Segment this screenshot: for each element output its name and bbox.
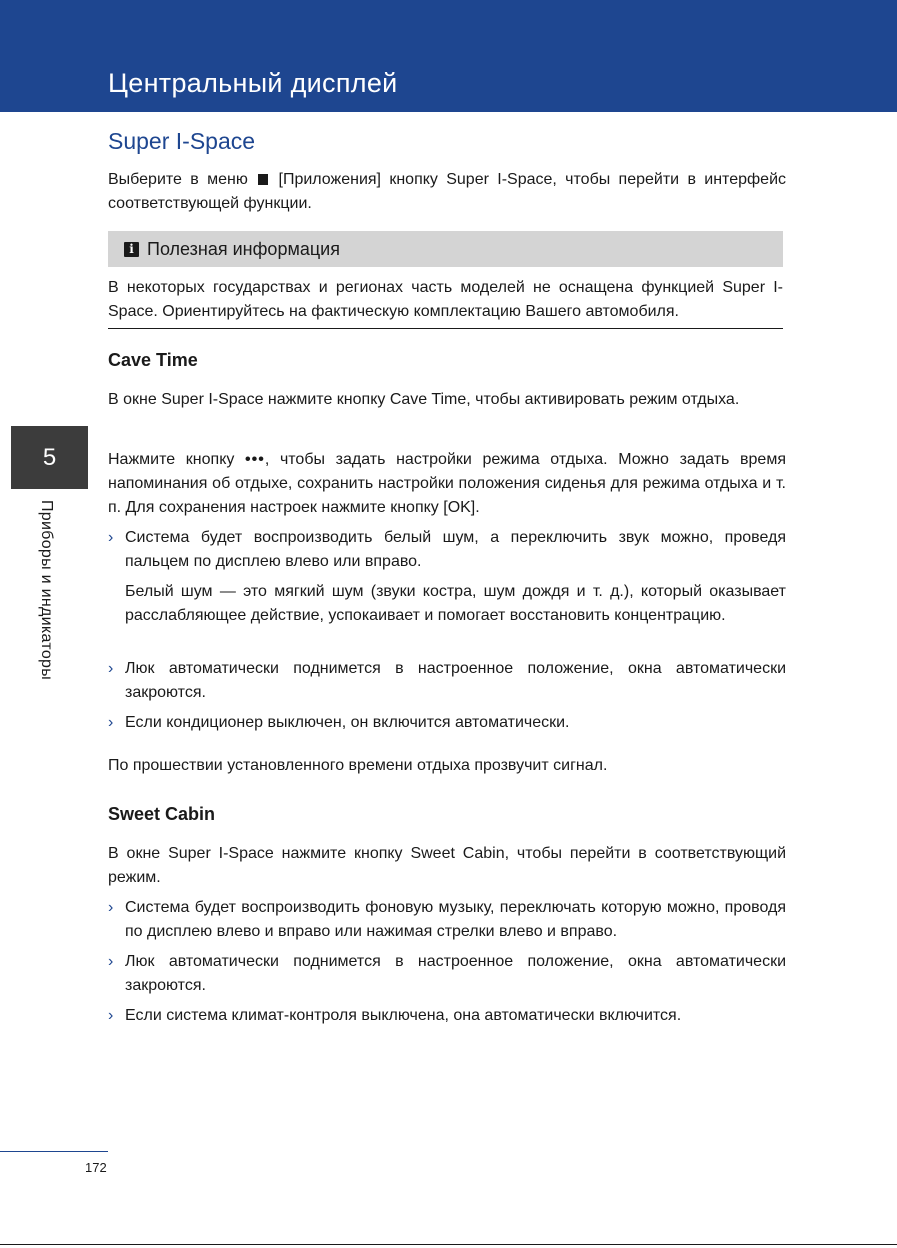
chapter-tab xyxy=(11,426,88,489)
list-item-text: Система будет воспроизводить белый шум, а переключить звук можно, проведя пальцем по дисплею влево или вправо. xyxy=(125,529,786,570)
cave-time-heading: Cave Time xyxy=(108,350,198,370)
page-header-title: Центральный дисплей xyxy=(108,68,398,98)
cave-time-paragraph-3: По прошествии установленного времени отдыха прозвучит сигнал. xyxy=(108,757,608,774)
list-item xyxy=(108,950,786,998)
chevron-right-icon: › xyxy=(108,660,114,677)
section-title: Super I-Space xyxy=(108,128,256,154)
list-item-text: Люк автоматически поднимется в настроенное положение, окна автоматически закроются. xyxy=(125,953,786,994)
intro-text-before: Выберите в меню xyxy=(108,171,257,188)
more-dots-icon: ••• xyxy=(245,451,265,468)
info-icon: i xyxy=(124,242,139,257)
cave-time-paragraph-2 xyxy=(108,448,786,520)
section-intro xyxy=(108,168,786,216)
chevron-right-icon: › xyxy=(108,529,114,546)
info-divider xyxy=(108,328,783,329)
white-noise-note: Белый шум — это мягкий шум (звуки костра, шум дождя и т. д.), который оказывает расслабляющее действие, успокаивает и помогает восстановить концентрацию. xyxy=(125,583,786,624)
list-item-text: Если кондиционер выключен, он включится автоматически. xyxy=(125,714,570,731)
list-item xyxy=(108,711,786,735)
info-title: Полезная информация xyxy=(147,238,340,259)
list-item-text: Если система климат-контроля выключена, она автоматически включится. xyxy=(125,1007,682,1024)
page-number: 172 xyxy=(85,1160,107,1175)
chevron-right-icon: › xyxy=(108,1007,114,1024)
chevron-right-icon: › xyxy=(108,899,114,916)
footer-rule xyxy=(0,1151,108,1152)
info-text: В некоторых государствах и регионах часть моделей не оснащена функцией Super I-Space. Ориентируйтесь на фактическую комплектацию Вашего автомобиля. xyxy=(108,279,783,320)
cave-time-p2-after: , чтобы задать настройки режима отдыха. Можно задать время напоминания об отдыхе, сохранить настройки положения сиденья для режима отдыха и т. п. Для сохранения настроек нажмите кнопку [OK]. xyxy=(108,451,786,516)
list-item xyxy=(108,896,786,944)
list-item xyxy=(108,526,786,574)
list-item xyxy=(108,1004,786,1028)
apps-icon xyxy=(258,174,268,185)
chevron-right-icon: › xyxy=(108,953,114,970)
chapter-number: 5 xyxy=(42,443,57,471)
list-item-text: Люк автоматически поднимется в настроенное положение, окна автоматически закроются. xyxy=(125,660,786,701)
info-box-header xyxy=(108,231,783,267)
header-band xyxy=(0,0,897,112)
list-item xyxy=(108,657,786,705)
list-item-text: Система будет воспроизводить фоновую музыку, переключать которую можно, проводя по дисплею влево и вправо или нажимая стрелки влево и вправо. xyxy=(125,899,786,940)
sweet-cabin-heading: Sweet Cabin xyxy=(108,804,216,824)
cave-time-paragraph-1: В окне Super I-Space нажмите кнопку Cave Time, чтобы активировать режим отдыха. xyxy=(108,391,740,408)
chapter-side-label: Приборы и индикаторы xyxy=(38,500,55,681)
cave-time-p2-before: Нажмите кнопку xyxy=(108,451,246,468)
sweet-cabin-paragraph-1: В окне Super I-Space нажмите кнопку Sweet Cabin, чтобы перейти в соответствующий режим. xyxy=(108,845,786,886)
chevron-right-icon: › xyxy=(108,714,114,731)
bottom-rule xyxy=(0,1244,897,1245)
intro-text-after: [Приложения] кнопку Super I-Space, чтобы перейти в интерфейс соответствующей функции. xyxy=(108,171,787,212)
